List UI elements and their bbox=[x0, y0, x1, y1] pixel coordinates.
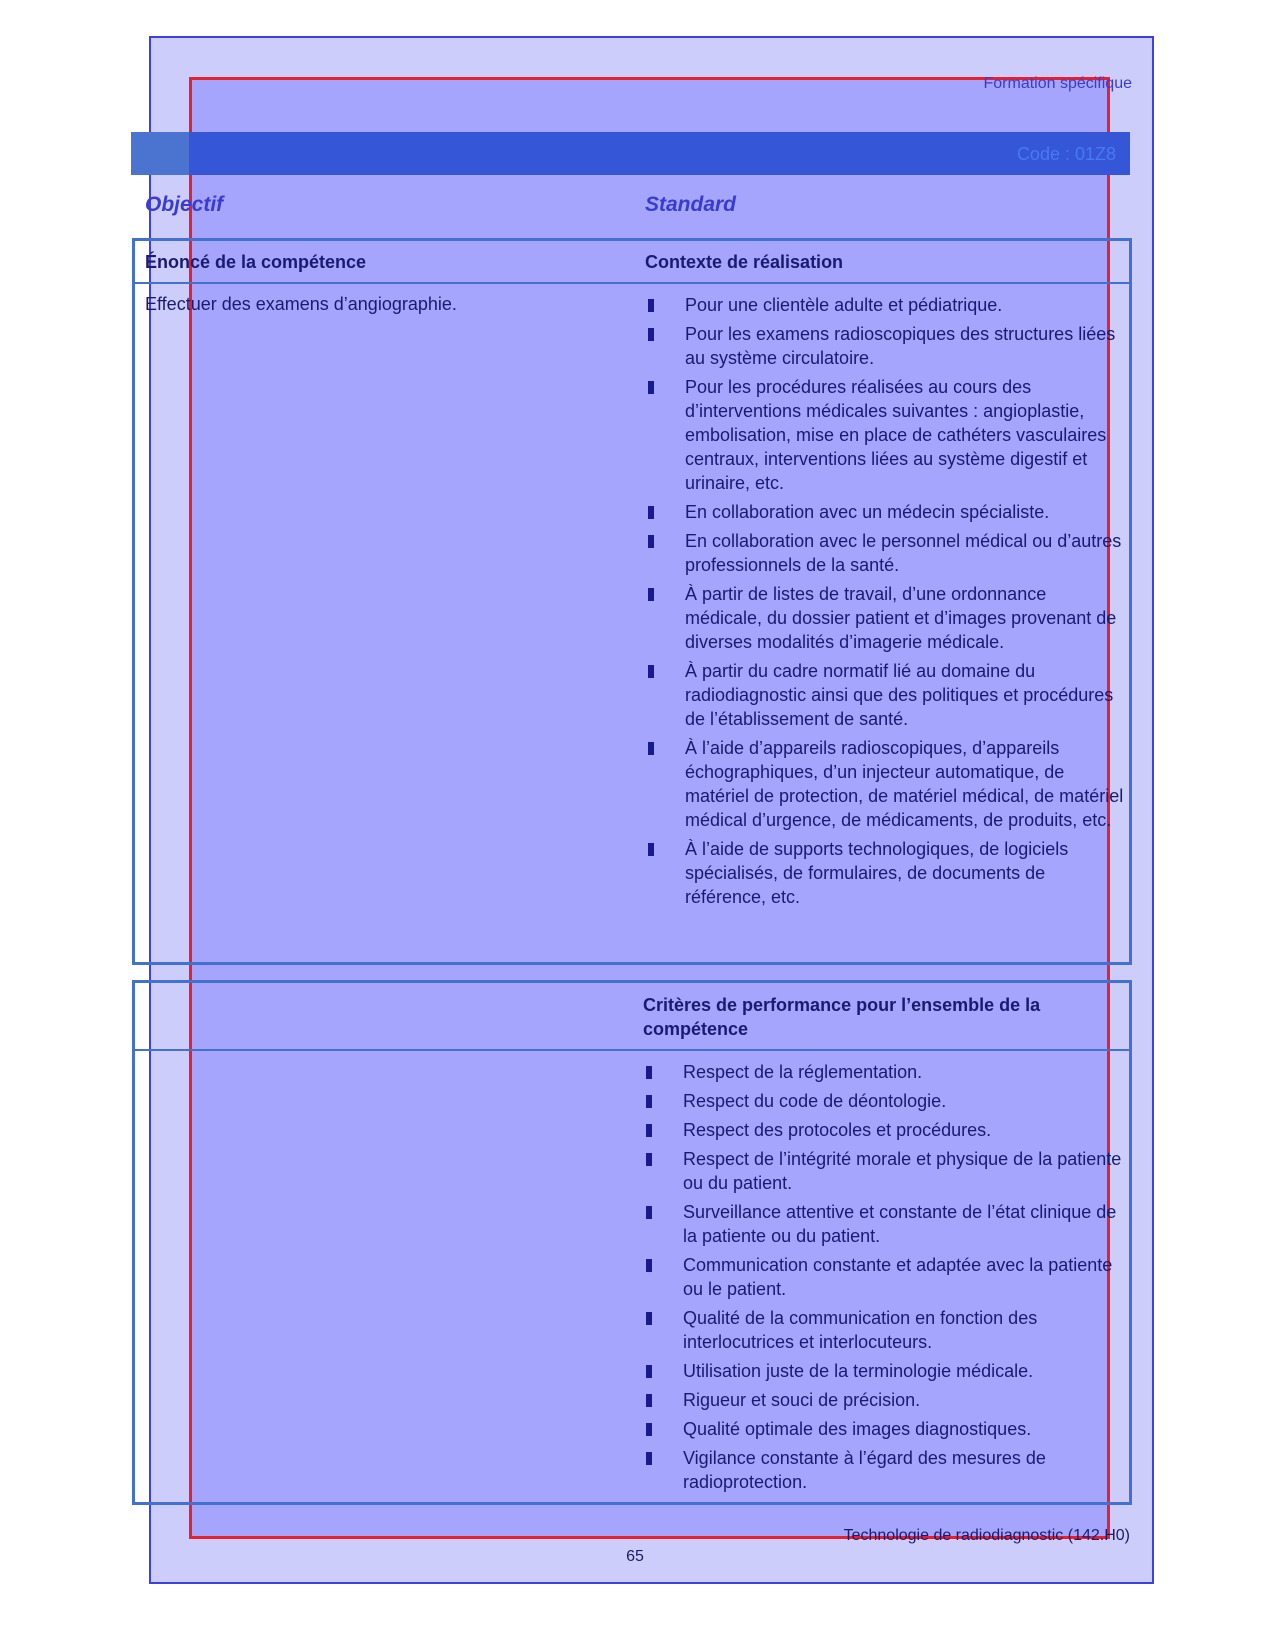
list-item bbox=[648, 582, 1128, 654]
bullet-icon bbox=[646, 1066, 652, 1079]
list-item bbox=[646, 1200, 1126, 1248]
list-item-text: En collaboration avec un médecin spécialiste. bbox=[685, 502, 1050, 522]
bullet-icon bbox=[646, 1452, 652, 1465]
bullet-icon bbox=[646, 1394, 652, 1407]
objective-title: Objectif bbox=[145, 193, 224, 216]
table-header-divider bbox=[135, 282, 1129, 284]
criteria-list bbox=[646, 1060, 1126, 1499]
list-item bbox=[646, 1446, 1126, 1494]
list-item bbox=[646, 1417, 1126, 1441]
bullet-icon bbox=[646, 1206, 652, 1219]
list-item-text: À partir de listes de travail, d’une ordonnance médicale, du dossier patient et d’images provenant de diverses modalités d’imagerie médicale. bbox=[685, 584, 1117, 652]
code-bar-accent bbox=[131, 132, 189, 175]
list-item bbox=[646, 1253, 1126, 1301]
list-item-text: Pour une clientèle adulte et pédiatrique. bbox=[685, 295, 1003, 315]
list-item-text: À l’aide de supports technologiques, de logiciels spécialisés, de formulaires, de documents de référence, etc. bbox=[685, 839, 1069, 907]
bullet-icon bbox=[648, 506, 654, 519]
list-item-text: Respect de l’intégrité morale et physique de la patiente ou du patient. bbox=[683, 1149, 1122, 1193]
list-item bbox=[646, 1147, 1126, 1195]
code-bar bbox=[131, 132, 1130, 175]
list-item-text: Respect du code de déontologie. bbox=[683, 1091, 947, 1111]
standard-title: Standard bbox=[645, 193, 737, 216]
bullet-icon bbox=[648, 328, 654, 341]
bullet-icon bbox=[648, 843, 654, 856]
list-item bbox=[648, 322, 1128, 370]
list-item-text: Qualité de la communication en fonction des interlocutrices et interlocuteurs. bbox=[683, 1308, 1038, 1352]
list-item bbox=[648, 837, 1128, 909]
context-header: Contexte de réalisation bbox=[645, 252, 844, 272]
bullet-icon bbox=[648, 299, 654, 312]
list-item-text: Utilisation juste de la terminologie médicale. bbox=[683, 1361, 1034, 1381]
list-item bbox=[648, 500, 1128, 524]
header-note: Formation spécifique bbox=[983, 75, 1132, 92]
list-item bbox=[646, 1388, 1126, 1412]
bullet-icon bbox=[646, 1095, 652, 1108]
program-title: Technologie de radiodiagnostic (142.H0) bbox=[843, 1527, 1130, 1544]
list-item bbox=[646, 1089, 1126, 1113]
bullet-icon bbox=[648, 665, 654, 678]
list-item bbox=[646, 1359, 1126, 1383]
list-item bbox=[648, 375, 1128, 495]
list-item-text: Pour les examens radioscopiques des structures liées au système circulatoire. bbox=[685, 324, 1116, 368]
competence-header: Énoncé de la compétence bbox=[145, 252, 367, 272]
bullet-icon bbox=[646, 1124, 652, 1137]
list-item-text: Rigueur et souci de précision. bbox=[683, 1390, 921, 1410]
competence-statement: Effectuer des examens d’angiographie. bbox=[145, 294, 457, 314]
bullet-icon bbox=[648, 535, 654, 548]
list-item-text: Pour les procédures réalisées au cours des d’interventions médicales suivantes : angioplastie, embolisation, mise en place de cathéters vasculaires centraux, interventions liées au système digestif et urinaire, etc. bbox=[685, 377, 1107, 493]
list-item bbox=[648, 659, 1128, 731]
list-item bbox=[646, 1060, 1126, 1084]
list-item-text: En collaboration avec le personnel médical ou d’autres professionnels de la santé. bbox=[685, 531, 1122, 575]
bullet-icon bbox=[646, 1312, 652, 1325]
bullet-icon bbox=[646, 1153, 652, 1166]
criteria-header-divider bbox=[135, 1049, 1129, 1051]
list-item bbox=[648, 736, 1128, 832]
list-item bbox=[646, 1118, 1126, 1142]
criteria-header: Critères de performance pour l’ensemble de la compétence bbox=[643, 995, 1041, 1039]
list-item-text: Respect de la réglementation. bbox=[683, 1062, 923, 1082]
bullet-icon bbox=[648, 588, 654, 601]
list-item bbox=[646, 1306, 1126, 1354]
competence-code: Code : 01Z8 bbox=[1016, 144, 1116, 164]
list-item-text: Respect des protocoles et procédures. bbox=[683, 1120, 992, 1140]
list-item-text: Qualité optimale des images diagnostiques. bbox=[683, 1419, 1032, 1439]
list-item-text: Vigilance constante à l’égard des mesures de radioprotection. bbox=[683, 1448, 1046, 1492]
page-number: 65 bbox=[626, 1548, 644, 1565]
list-item-text: À partir du cadre normatif lié au domaine du radiodiagnostic ainsi que des politiques et procédures de l’établissement de santé. bbox=[685, 661, 1114, 729]
list-item-text: À l’aide d’appareils radioscopiques, d’appareils échographiques, d’un injecteur automatique, de matériel de protection, de matériel médical, de matériel médical d’urgence, de médicaments, de produits, etc. bbox=[685, 738, 1124, 830]
bullet-icon bbox=[646, 1365, 652, 1378]
list-item bbox=[648, 293, 1128, 317]
bullet-icon bbox=[646, 1259, 652, 1272]
list-item-text: Communication constante et adaptée avec la patiente ou le patient. bbox=[683, 1255, 1113, 1299]
context-list bbox=[648, 293, 1128, 914]
bullet-icon bbox=[648, 742, 654, 755]
bullet-icon bbox=[648, 381, 654, 394]
list-item-text: Surveillance attentive et constante de l’état clinique de la patiente ou du patient. bbox=[683, 1202, 1117, 1246]
bullet-icon bbox=[646, 1423, 652, 1436]
list-item bbox=[648, 529, 1128, 577]
